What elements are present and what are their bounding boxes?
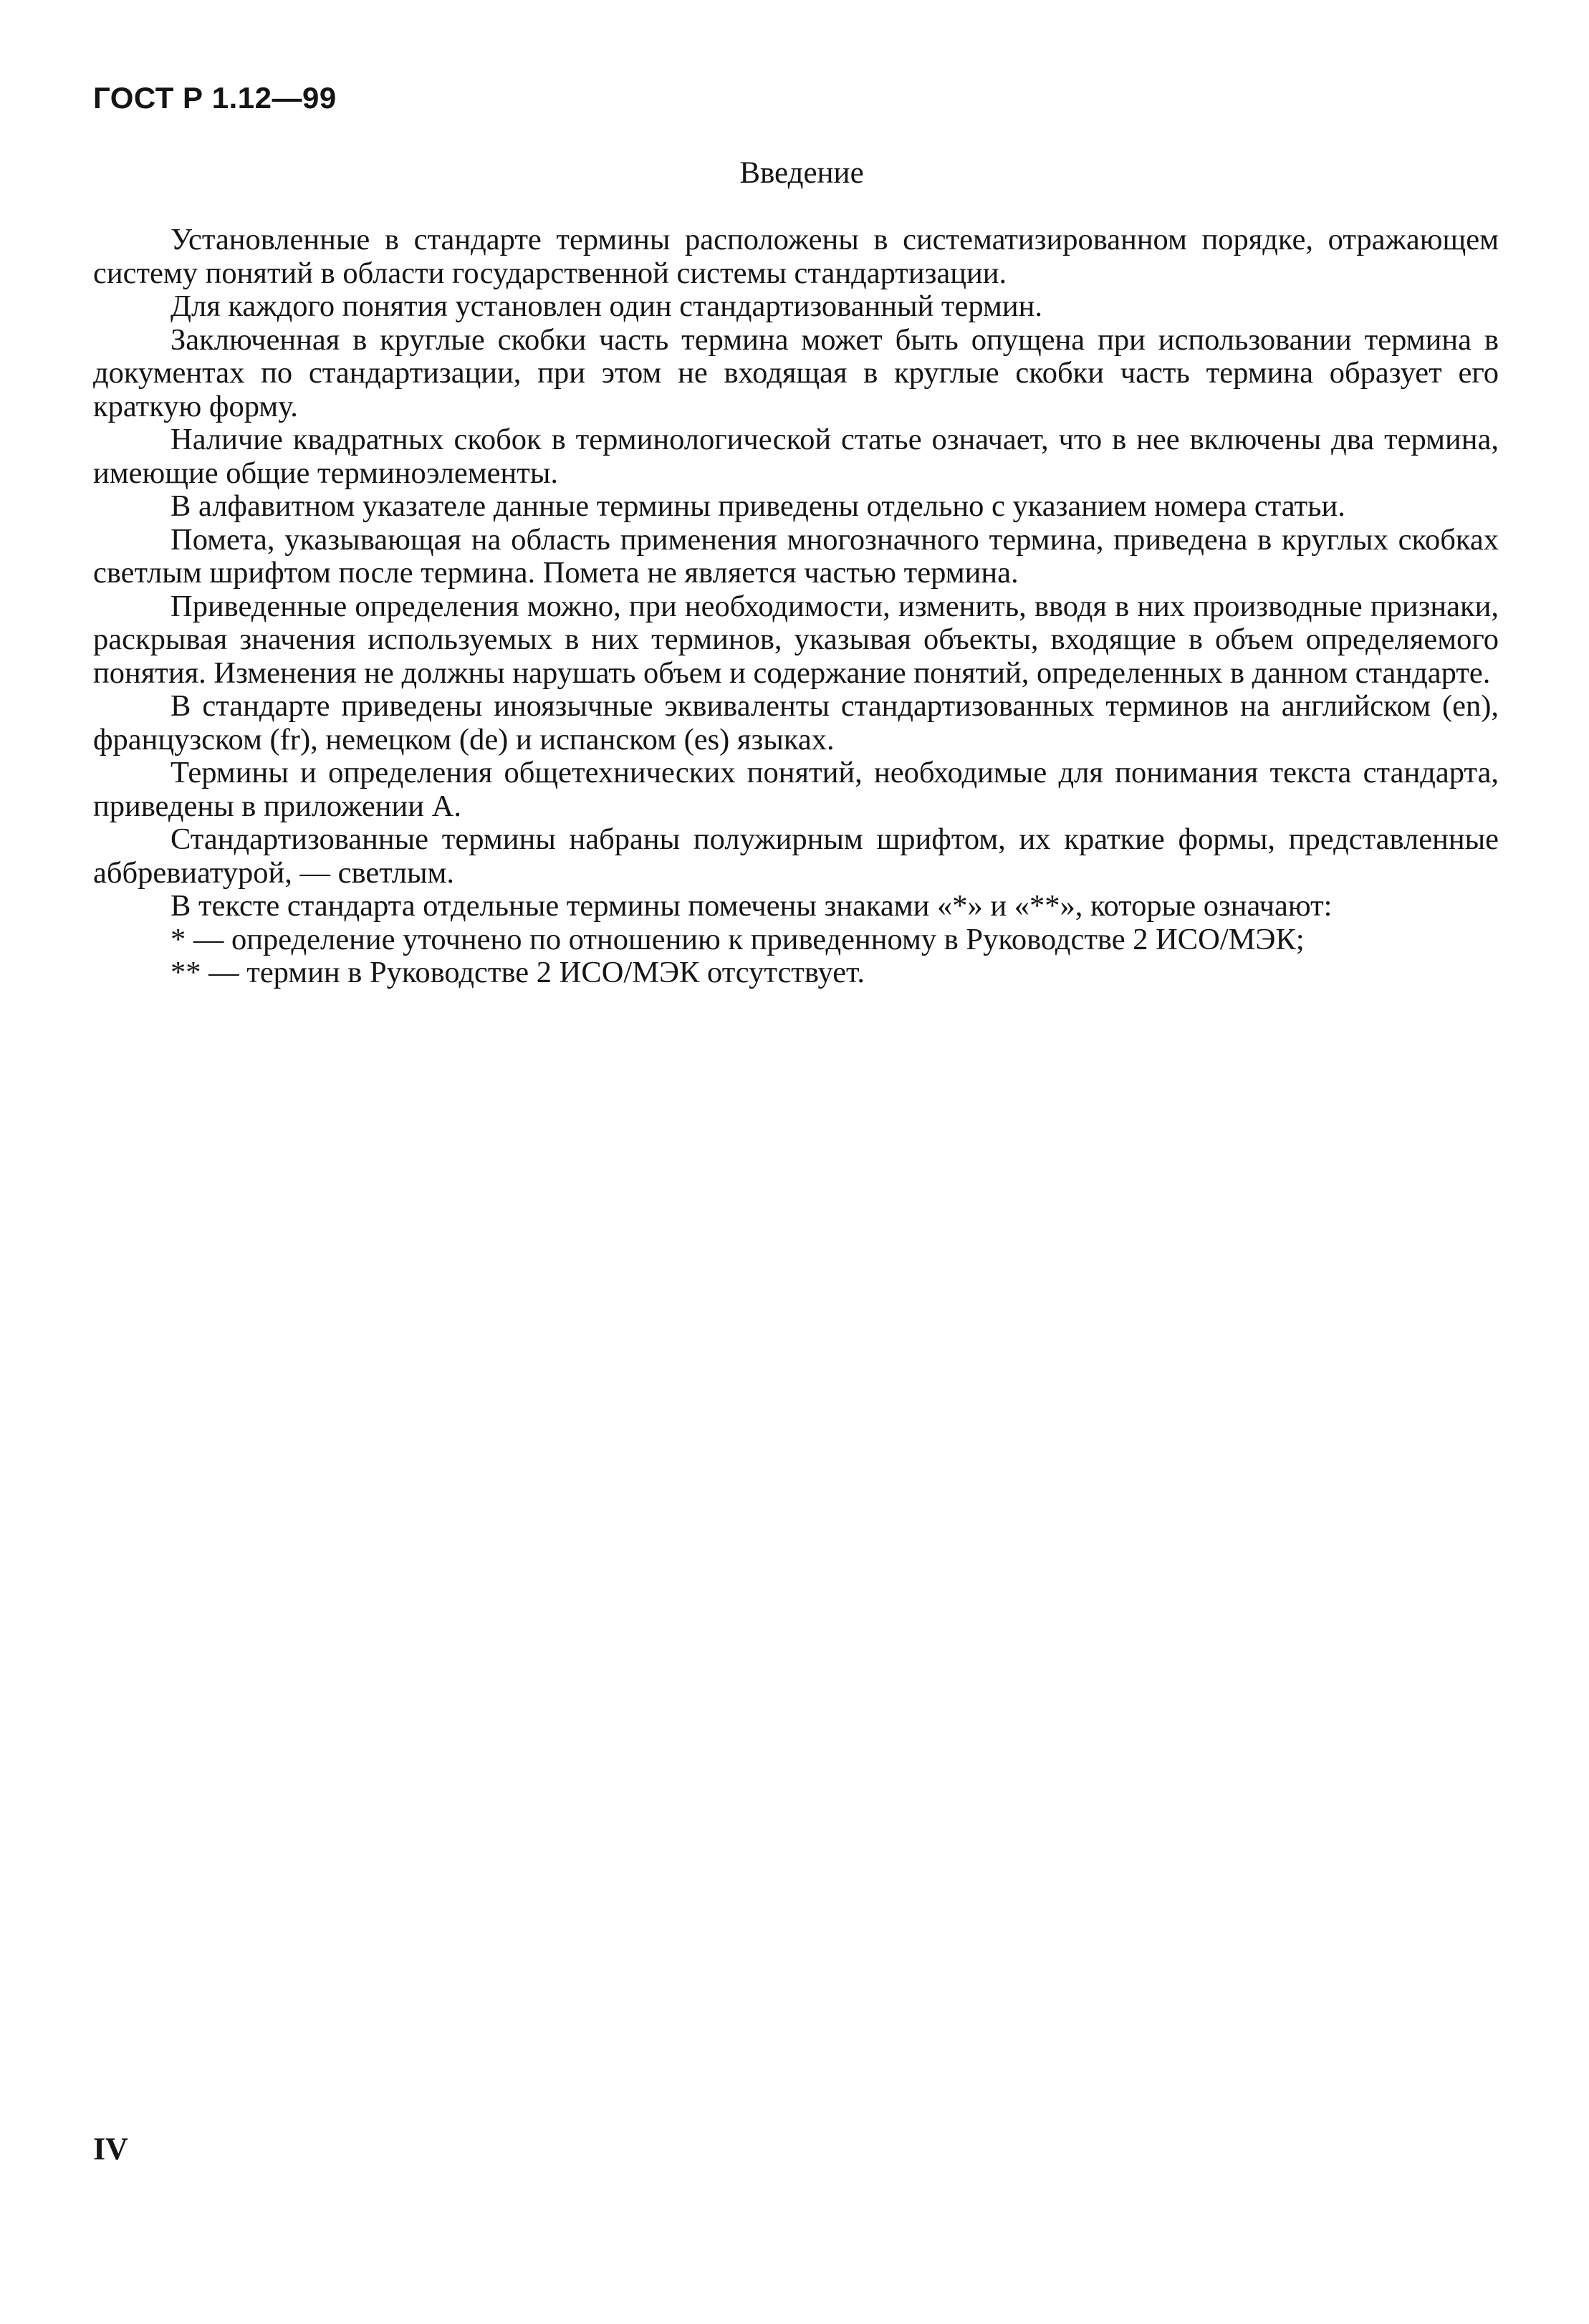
paragraph-alphabetical-index: В алфавитном указателе данные термины приведены отдельно с указанием номера статьи. <box>171 489 1345 523</box>
paragraph-general-terms: Термины и определения общетехнических понятий, необходимые для понимания текста стандарта, приведены в приложении А. <box>93 756 1499 823</box>
body-text <box>93 224 1499 990</box>
paragraph-mark-single-asterisk: * — определение уточнено по отношению к приведенному в Руководстве 2 ИСО/МЭК; <box>171 922 1305 956</box>
paragraph-terms-order: Установленные в стандарте термины расположены в систематизированном порядке, отражающем систему понятий в области государственной системы стандартизации. <box>93 223 1499 290</box>
paragraph-round-brackets: Заключенная в круглые скобки часть термина может быть опущена при использовании термина в документах по стандартизации, при этом не входящая в круглые скобки часть термина образует его краткую форму. <box>93 322 1499 423</box>
paragraph-single-term: Для каждого понятия установлен один стандартизованный термин. <box>171 289 1042 323</box>
paragraph-usage-mark: Помета, указывающая на область применения многозначного термина, приведена в круглых скобках светлым шрифтом после термина. Помета не является частью термина. <box>93 522 1499 590</box>
page-number: IV <box>93 2131 128 2166</box>
paragraph-square-brackets: Наличие квадратных скобок в терминологической статье означает, что в нее включены два термина, имеющие общие терминоэлементы. <box>93 423 1499 490</box>
section-title: Введение <box>739 156 864 190</box>
paragraph-foreign-equivalents: В стандарте приведены иноязычные эквиваленты стандартизованных терминов на английском (en), французском (fr), немецком (de) и испанском (es) языках. <box>93 689 1499 757</box>
paragraph-marks-intro: В тексте стандарта отдельные термины помечены знаками «*» и «**», которые означают: <box>171 889 1333 923</box>
document-code: ГОСТ Р 1.12—99 <box>93 81 337 115</box>
paragraph-typography: Стандартизованные термины набраны полужирным шрифтом, их краткие формы, представленные аббревиатурой, — светлым. <box>93 822 1499 890</box>
paragraph-mark-double-asterisk: ** — термин в Руководстве 2 ИСО/МЭК отсутствует. <box>171 956 865 989</box>
paragraph-definitions-change: Приведенные определения можно, при необходимости, изменить, вводя в них производные признаки, раскрывая значения используемых в них терминов, указывая объекты, входящие в объем определяемого понятия. Изменения не должны нарушать объем и содержание понятий, определенных в данном стандарте. <box>93 589 1499 690</box>
